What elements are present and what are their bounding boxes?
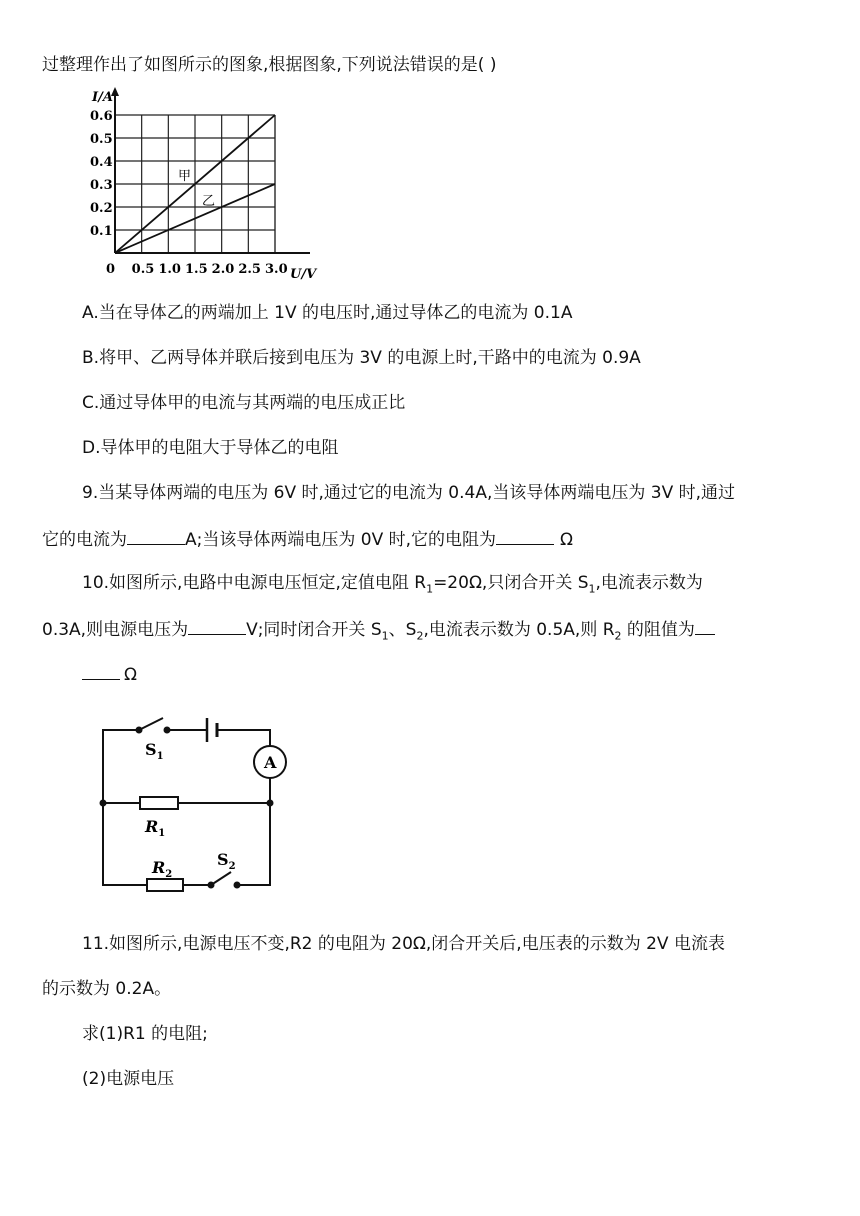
q10-blank-2b[interactable] <box>82 661 120 680</box>
q9-line1: 9.当某导体两端的电压为 6V 时,通过它的电流为 0.4A,当该导体两端电压为 3V 时,通过 <box>82 483 736 503</box>
q10-text-a: 10.如图所示,电路中电源电压恒定,定值电阻 R <box>82 573 427 593</box>
q10-text-f: 、S <box>388 620 417 640</box>
y-tick-label: 0.6 <box>90 109 113 124</box>
q10-line1 <box>82 571 703 601</box>
q9-text-b: A;当该导体两端电压为 0V 时,它的电阻为 <box>185 530 497 550</box>
q10-sub-s1: 1 <box>588 582 596 596</box>
x-tick-label: 3.0 <box>265 262 288 277</box>
q10-text-d: 0.3A,则电源电压为 <box>42 620 189 640</box>
x-axis-label: U/V <box>290 267 317 282</box>
iv-graph <box>90 85 330 285</box>
top-wire-left <box>103 730 137 803</box>
x-tick-label: 1.0 <box>158 262 181 277</box>
q10-blank-2a[interactable] <box>695 616 715 635</box>
switch-s1-blade <box>139 718 163 730</box>
ammeter-label: A <box>264 753 277 772</box>
q10-sub-s1b: 1 <box>381 629 389 643</box>
series-label-yi: 乙 <box>202 194 216 209</box>
q10-blank-1[interactable] <box>188 616 246 635</box>
q10-text-c: ,电流表示数为 <box>595 573 703 593</box>
q10-text-e: V;同时闭合开关 S <box>246 620 382 640</box>
x-tick-label: 2.5 <box>238 262 261 277</box>
q11-line1: 11.如图所示,电源电压不变,R2 的电阻为 20Ω,闭合开关后,电压表的示数为 2V 电流表 <box>82 934 725 954</box>
q10-sub-r1: 1 <box>426 582 434 596</box>
x-tick-label: 0.5 <box>131 262 155 277</box>
y-tick-label: 0.1 <box>90 224 113 239</box>
q10-sub-s2: 2 <box>416 629 424 643</box>
series-label-jia: 甲 <box>178 169 192 184</box>
switch-s2-label: $S_2$ <box>217 850 236 872</box>
q10-text-b: =20Ω,只闭合开关 S <box>433 573 589 593</box>
q9-blank-2[interactable] <box>496 526 554 545</box>
q11-line3: 求(1)R1 的电阻; <box>82 1024 208 1044</box>
y-tick-label: 0.2 <box>90 201 113 216</box>
y-tick-label: 0.5 <box>90 132 113 147</box>
q11-line2: 的示数为 0.2A。 <box>42 979 172 999</box>
switch-s1-label: $S_1$ <box>145 740 164 762</box>
x-tick-label: 1.5 <box>185 262 208 277</box>
q9-line2 <box>42 526 573 552</box>
option-d: D.导体甲的电阻大于导体乙的电阻 <box>82 438 339 458</box>
y-axis-label: I/A <box>92 90 113 105</box>
q10-text-g: ,电流表示数为 0.5A,则 R <box>423 620 615 640</box>
q10-text-h: 的阻值为 <box>621 620 695 640</box>
y-tick-label: 0.3 <box>90 178 113 193</box>
q10-line3 <box>82 661 137 687</box>
q10-text-i: Ω <box>124 665 137 685</box>
x-tick-label: 2.0 <box>211 262 235 277</box>
q11-line4: (2)电源电压 <box>82 1069 175 1089</box>
option-a: A.当在导体乙的两端加上 1V 的电压时,通过导体乙的电流为 0.1A <box>82 303 573 323</box>
resistor-r2 <box>147 879 183 891</box>
option-b: B.将甲、乙两导体并联后接到电压为 3V 的电源上时,干路中的电流为 0.9A <box>82 348 641 368</box>
q10-line2 <box>42 616 715 648</box>
option-c: C.通过导体甲的电流与其两端的电压成正比 <box>82 393 406 413</box>
q9-text-a: 它的电流为 <box>42 530 127 550</box>
q9-text-c: Ω <box>560 530 574 550</box>
junction-right <box>267 800 274 807</box>
y-tick-label: 0.4 <box>90 155 113 170</box>
switch-s2-blade <box>211 872 231 885</box>
junction-left <box>100 800 107 807</box>
q10-sub-r2: 2 <box>614 629 622 643</box>
resistor-r2-label: $R_2$ <box>152 858 173 880</box>
circuit-diagram <box>95 710 305 900</box>
origin-label: 0 <box>106 262 116 277</box>
q9-blank-1[interactable] <box>127 526 185 545</box>
intro-text: 过整理作出了如图所示的图象,根据图象,下列说法错误的是( ) <box>42 55 497 75</box>
resistor-r1 <box>140 797 178 809</box>
resistor-r1-label: $R_1$ <box>145 817 166 839</box>
